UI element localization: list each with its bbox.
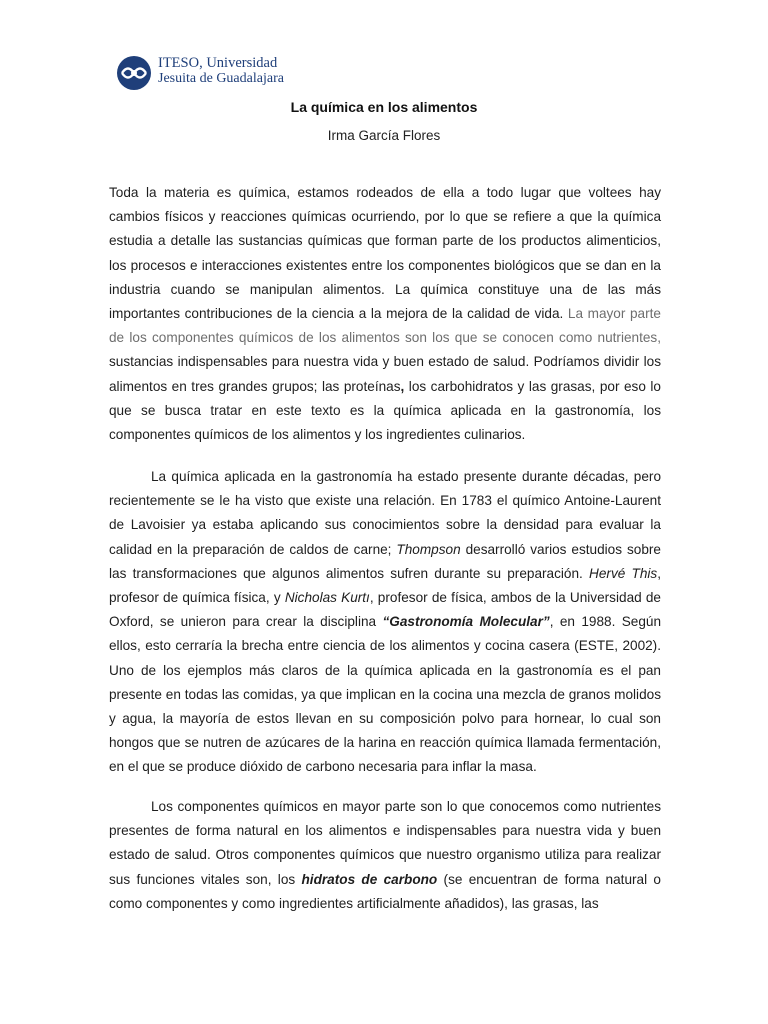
p3-text-3: (se encuentran de forma natural o como componentes y como ingredientes artificialmente añadidos), las grasas, las: [109, 871, 661, 911]
p2-text-4: Hervé This: [589, 565, 658, 581]
p1-text-3: sustancias indispensables para nuestra vida y buen estado de salud. Podríamos dividir los alimentos en tres grandes grupos; las proteínas: [109, 354, 661, 394]
p1-text-2: La mayor parte de los componentes químicos de los alimentos son los que se conocen como nutrientes,: [109, 306, 661, 346]
p2-text-2: Thompson: [396, 541, 461, 557]
p2-text-8: “Gastronomía Molecular”: [382, 614, 550, 630]
iteso-seal-icon: [116, 55, 152, 91]
document-author: Irma García Flores: [327, 128, 441, 143]
p2-text-7: , profesor de física, ambos de la Universidad de Oxford, se unieron para crear la disciplina: [109, 590, 661, 630]
p1-text-5: los carbohidratos y las grasas, por eso lo que se busca tratar en este texto es la química aplicada en la gastronomía, los componentes químicos de los alimentos y los ingredientes culinarios.: [109, 378, 661, 443]
p2-text-6: Nicholas Kurtı: [284, 590, 370, 606]
logo-line-2: Jesuita de Guadalajara: [158, 71, 284, 86]
p1-text-4: ,: [400, 378, 405, 394]
p2-text-1: La química aplicada en la gastronomía ha estado presente durante décadas, pero recientemente se le ha visto que existe una relación. En 1783 el químico Antoine-Laurent de Lavoisier ya estaba aplicando sus conocimientos sobre la densidad para evaluar la calidad en la preparación de caldos de carne;: [109, 469, 661, 557]
p3-text-2: hidratos de carbono: [301, 871, 438, 887]
p2-text-5: , profesor de química física, y: [109, 565, 662, 606]
logo-wordmark: [158, 56, 284, 86]
p2-text-3: desarrolló varios estudios sobre las transformaciones que algunos alimentos sufren durante su preparación.: [109, 541, 661, 581]
document-title: La química en los alimentos: [290, 99, 478, 115]
paragraph-2: [109, 465, 661, 780]
p2-text-9: , en 1988. Según ellos, esto cerraría la brecha entre ciencia de los alimentos y cocina casera (ESTE, 2002). Uno de los ejemplos más claros de la química aplicada en la gastronomía es el pan presente en todas las comidas, ya que implican en la cocina una mezcla de granos molidos y agua, la mayoría de estos llevan en su composición polvo para hornear, lo cual son hongos que se nutren de azúcares de la harina en reacción química llamada fermentación, en el que se produce dióxido de carbono necesaria para inflar la masa.: [109, 614, 662, 775]
paragraph-3: [109, 795, 661, 916]
p1-text-1: Toda la materia es química, estamos rodeados de ella a todo lugar que voltees hay cambios físicos y reacciones químicas ocurriendo, por lo que se refiere a que la química estudia a detalle las sustancias químicas que forman parte de los productos alimenticios, los procesos e interacciones existentes entre los componentes biológicos que se dan en la industria cuando se manipulan alimentos. La química constituye una de las más importantes contribuciones de la ciencia a la mejora de la calidad de vida.: [109, 185, 661, 322]
logo-line-1: ITESO, Universidad: [158, 55, 278, 71]
paragraph-1: [109, 181, 661, 447]
p3-text-1: Los componentes químicos en mayor parte son lo que conocemos como nutrientes presentes de forma natural en los alimentos e indispensables para nuestra vida y buen estado de salud. Otros componentes químicos que nuestro organismo utiliza para realizar sus funciones vitales son, los: [109, 799, 661, 887]
